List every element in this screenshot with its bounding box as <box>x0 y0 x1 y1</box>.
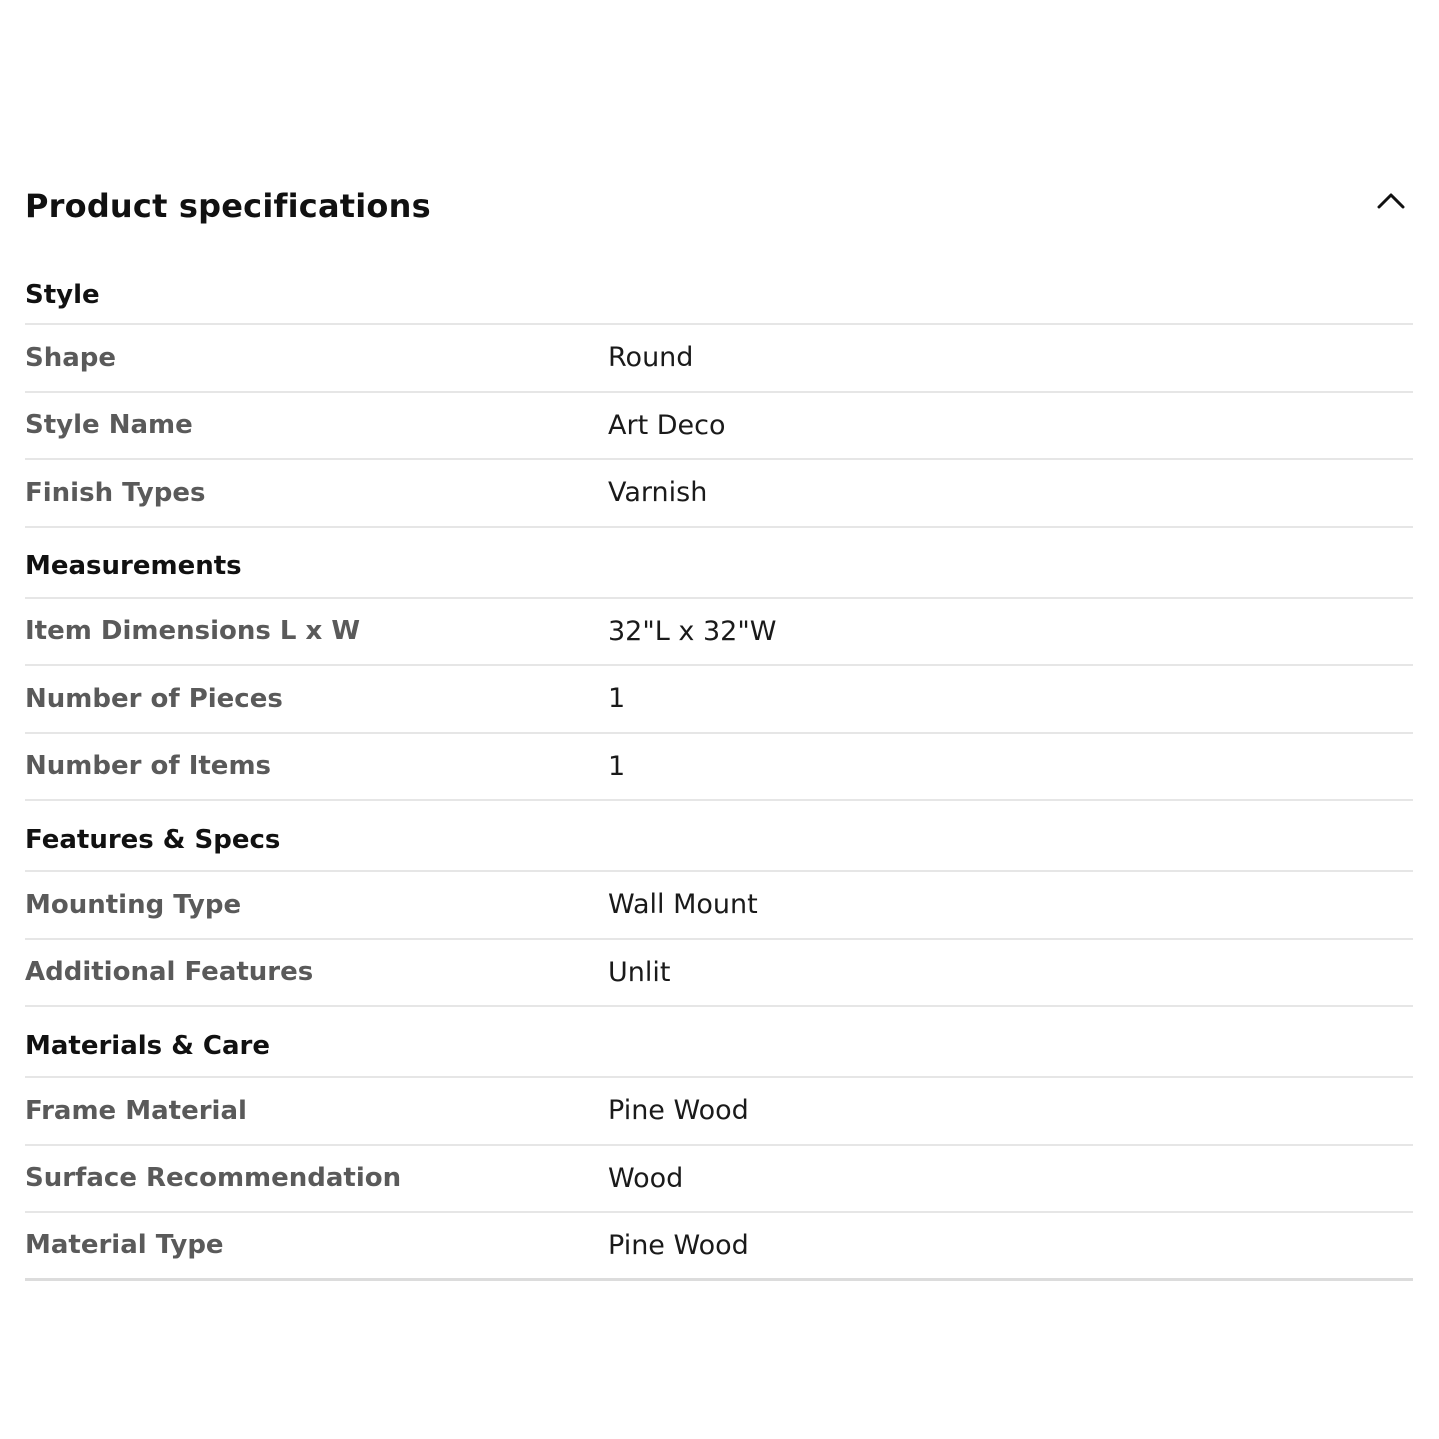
spec-value: Round <box>608 342 694 374</box>
spec-row <box>25 460 1413 528</box>
spec-row <box>25 393 1413 461</box>
spec-value: Varnish <box>608 477 708 509</box>
spec-row <box>25 666 1413 734</box>
spec-value: 32"L x 32"W <box>608 615 777 647</box>
spec-value: Wall Mount <box>608 889 758 921</box>
group-heading: Materials & Care <box>25 1007 1413 1078</box>
specifications-header[interactable] <box>25 176 1413 236</box>
group-heading: Features & Specs <box>25 801 1413 872</box>
spec-label: Surface Recommendation <box>25 1163 402 1194</box>
spec-label: Additional Features <box>25 957 314 988</box>
chevron-up-icon <box>1376 190 1406 210</box>
spec-label: Material Type <box>25 1230 224 1261</box>
spec-row <box>25 1146 1413 1214</box>
spec-label: Item Dimensions L x W <box>25 616 361 647</box>
spec-group-measurements <box>25 528 1413 802</box>
spec-value: 1 <box>608 750 626 782</box>
spec-value: Pine Wood <box>608 1229 749 1261</box>
collapse-toggle-button[interactable] <box>1371 180 1411 220</box>
spec-value: 1 <box>608 683 626 715</box>
spec-group-style <box>25 262 1413 528</box>
specifications-table <box>25 262 1413 1281</box>
spec-label: Shape <box>25 342 117 373</box>
spec-value: Unlit <box>608 956 671 988</box>
spec-row <box>25 325 1413 393</box>
group-heading: Measurements <box>25 528 1413 599</box>
spec-label: Style Name <box>25 410 193 441</box>
spec-group-materials-care <box>25 1007 1413 1281</box>
spec-row <box>25 734 1413 802</box>
spec-label: Mounting Type <box>25 889 242 920</box>
group-heading: Style <box>25 262 1413 325</box>
spec-row <box>25 940 1413 1008</box>
spec-group-features-specs <box>25 801 1413 1007</box>
spec-label: Frame Material <box>25 1095 247 1126</box>
spec-label: Number of Items <box>25 751 272 782</box>
spec-value: Art Deco <box>608 409 726 441</box>
spec-value: Pine Wood <box>608 1095 749 1127</box>
spec-label: Number of Pieces <box>25 683 283 714</box>
spec-value: Wood <box>608 1162 684 1194</box>
spec-label: Finish Types <box>25 477 206 508</box>
specifications-title: Product specifications <box>25 187 431 225</box>
spec-row <box>25 1078 1413 1146</box>
spec-row <box>25 599 1413 667</box>
spec-row <box>25 1213 1413 1281</box>
spec-row <box>25 872 1413 940</box>
